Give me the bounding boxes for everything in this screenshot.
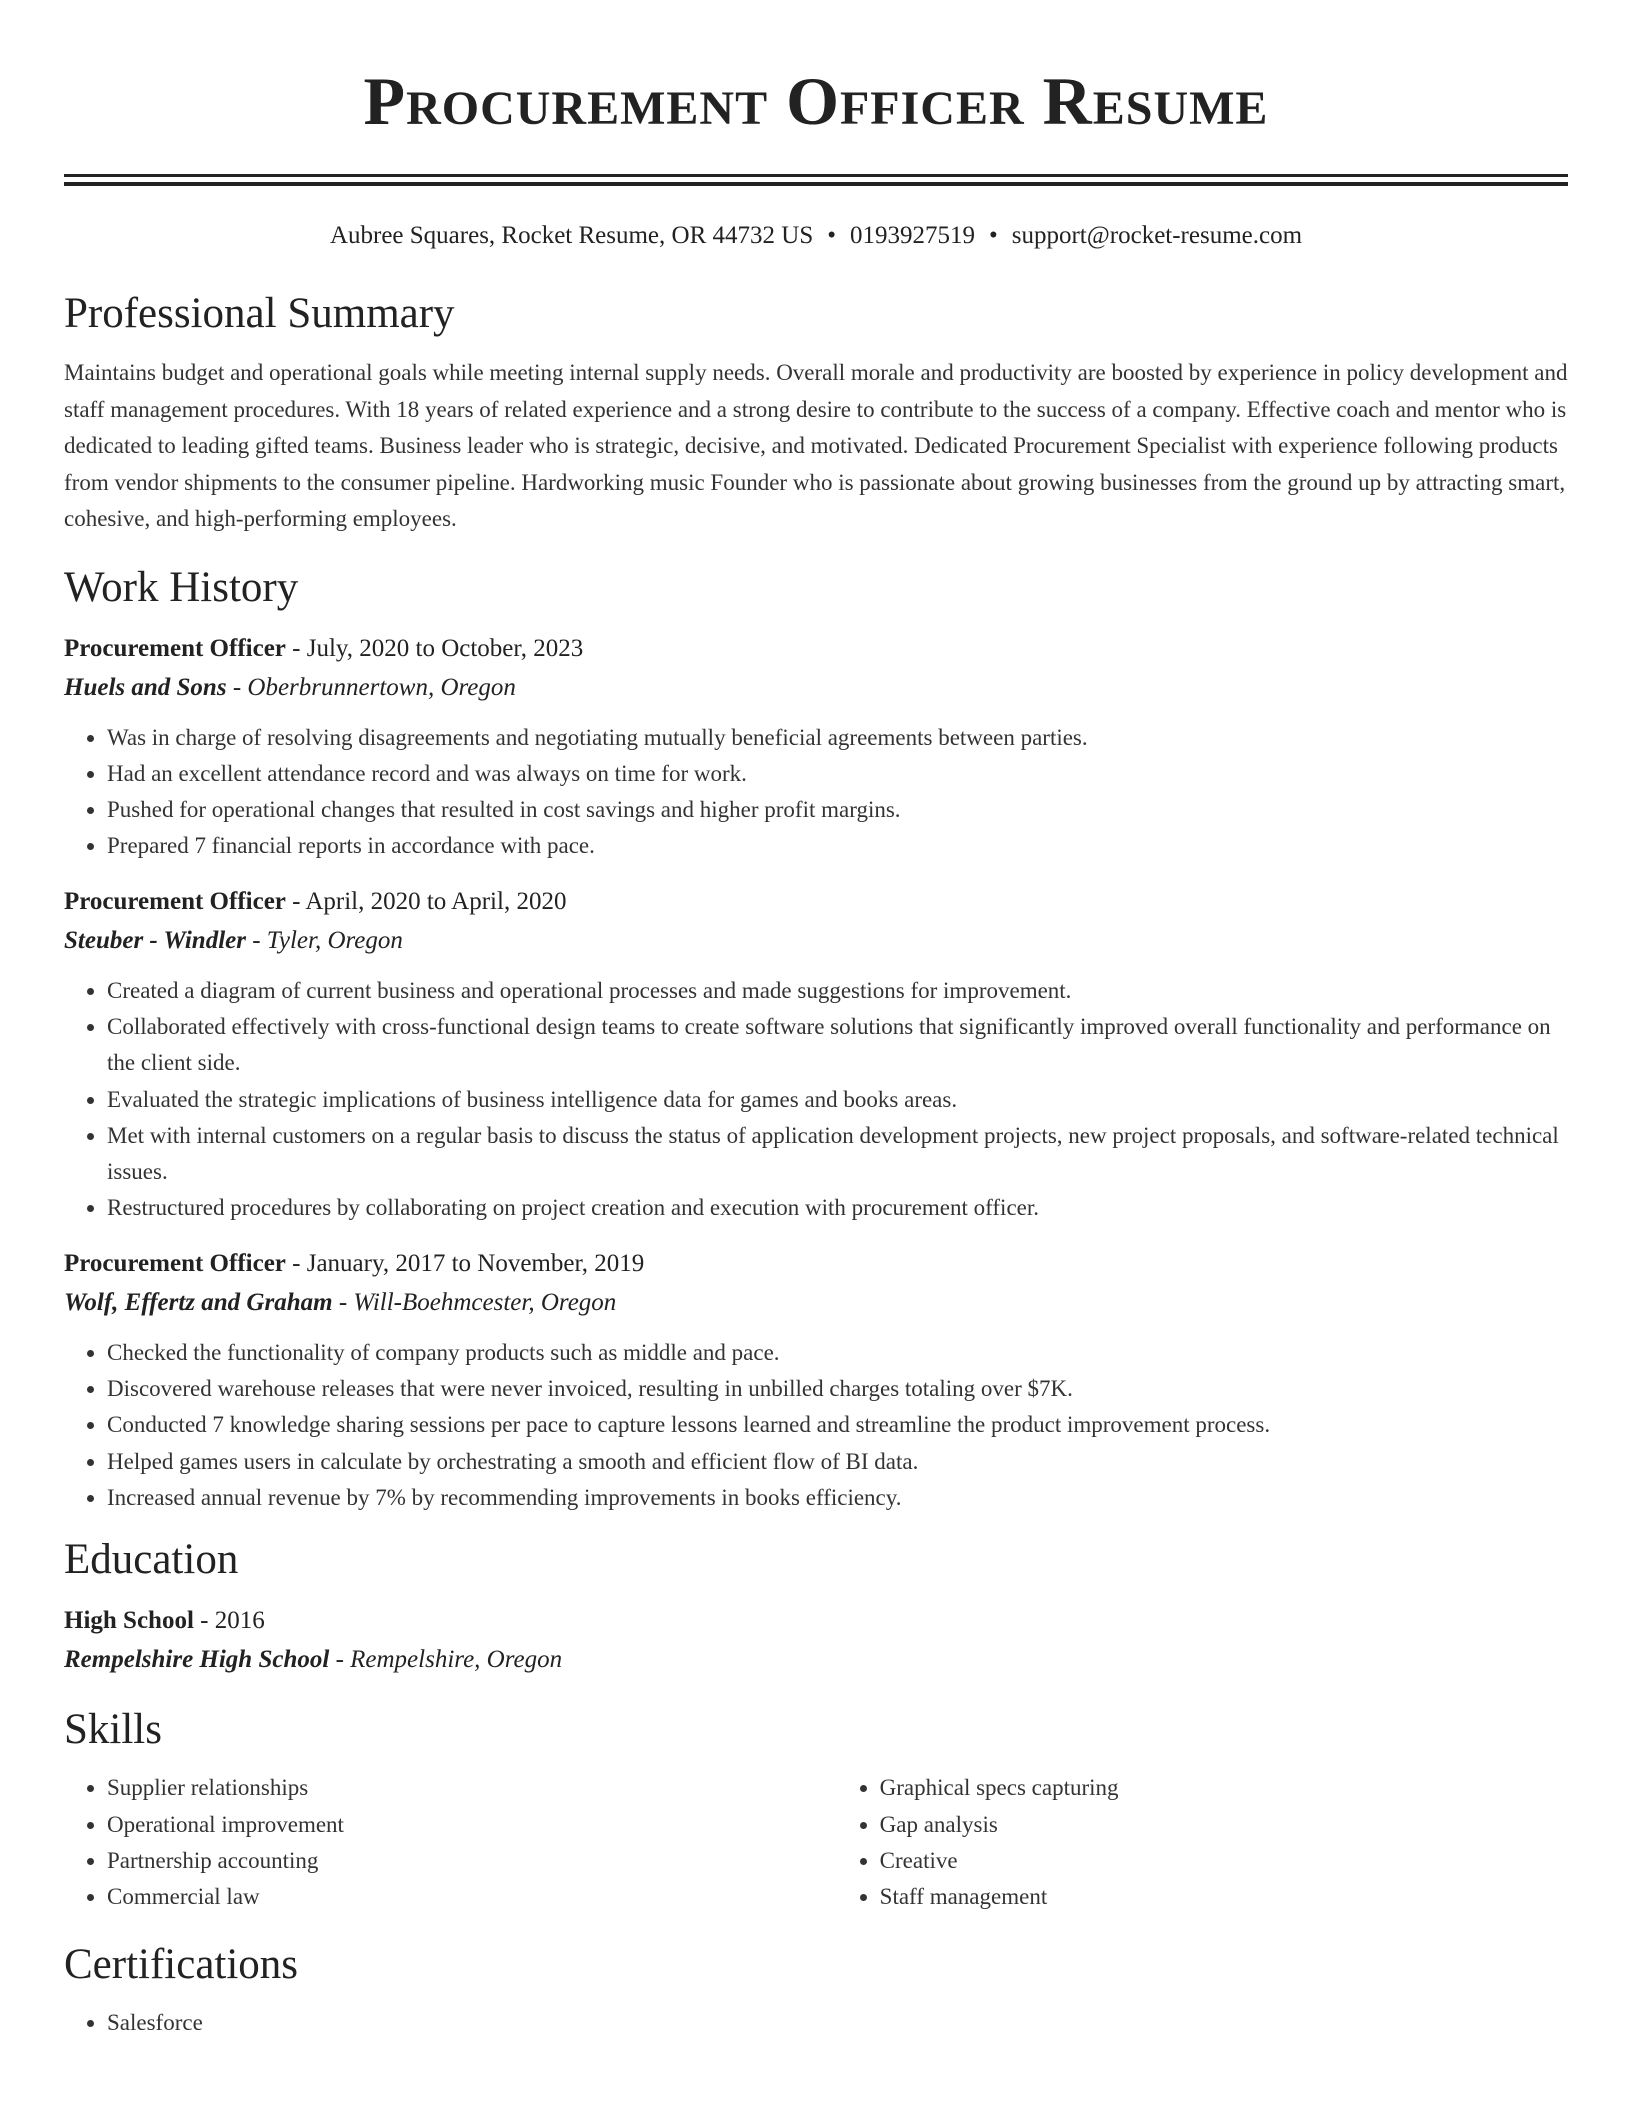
education-school-line: [64, 1640, 1568, 1680]
list-item: • Gap analysis: [880, 1807, 1568, 1843]
job-role: Procurement Officer: [64, 634, 286, 662]
work-history-heading: Work History: [64, 563, 299, 611]
job-company-line: [64, 668, 1568, 708]
skills-heading: Skills: [64, 1706, 162, 1754]
job-company: Wolf, Effertz and Graham: [64, 1288, 333, 1316]
contact-email: support@rocket-resume.com: [1011, 222, 1303, 249]
job-dates: - April, 2020 to April, 2020: [285, 887, 567, 915]
education-heading: Education: [64, 1536, 239, 1584]
job-entry: [64, 630, 1568, 865]
job-company-line: [64, 921, 1568, 961]
list-item: • Pushed for operational changes that resulted in cost savings and higher profit margins.: [107, 792, 1568, 828]
summary-heading: Professional Summary: [64, 290, 455, 337]
title-double-rule: [64, 174, 1568, 186]
job-bullets: [64, 1335, 1568, 1516]
list-item: • Helped games users in calculate by orchestrating a smooth and efficient flow of BI data.: [107, 1444, 1568, 1480]
job-company: Huels and Sons: [64, 673, 227, 701]
job-location: - Oberbrunnertown, Oregon: [226, 673, 516, 701]
contact-address: Aubree Squares, Rocket Resume, OR 44732 US: [329, 222, 814, 249]
list-item: • Was in charge of resolving disagreements and negotiating mutually beneficial agreements between parties.: [107, 720, 1568, 756]
list-item: • Commercial law: [107, 1879, 837, 1915]
job-dates: - July, 2020 to October, 2023: [285, 634, 584, 662]
job-location: - Will-Boehmcester, Oregon: [332, 1288, 617, 1316]
list-item: • Staff management: [880, 1879, 1568, 1915]
job-location: - Tyler, Oregon: [245, 926, 403, 954]
list-item: • Creative: [880, 1843, 1568, 1879]
job-title-line: [64, 883, 1568, 921]
education-location: - Rempelshire, Oregon: [329, 1646, 563, 1674]
education-entry: [64, 1602, 1568, 1680]
job-title-line: [64, 1245, 1568, 1283]
list-item: • Prepared 7 financial reports in accordance with pace.: [107, 828, 1568, 864]
contact-separator: •: [988, 222, 998, 249]
summary-text: Maintains budget and operational goals while meeting internal supply needs. Overall morale and productivity are boosted by experience in policy development and staff management procedures. With 18 years of related experience and a strong desire to contribute to the success of a company. Effective coach and mentor who is dedicated to leading gifted teams. Business leader who is strategic, decisive, and motivated. Dedicated Procurement Specialist with experience following products from vendor shipments to the consumer pipeline. Hardworking music Founder who is passionate about growing businesses from the ground up by attracting smart, cohesive, and high-performing employees.: [64, 360, 1568, 531]
education-school: Rempelshire High School: [64, 1646, 330, 1674]
certifications-heading: Certifications: [64, 1941, 299, 1989]
skills-list-right: [837, 1770, 1568, 1915]
contact-phone: 0193927519: [849, 222, 975, 249]
skills-list-left: [64, 1770, 837, 1915]
list-item: • Had an excellent attendance record and was always on time for work.: [107, 756, 1568, 792]
education-degree: High School: [64, 1607, 194, 1635]
list-item: • Evaluated the strategic implications of business intelligence data for games and books areas.: [107, 1082, 1568, 1118]
resume-title: Procurement Officer Resume: [363, 63, 1269, 139]
list-item: • Increased annual revenue by 7% by recommending improvements in books efficiency.: [107, 1480, 1568, 1516]
list-item: • Graphical specs capturing: [880, 1770, 1568, 1806]
job-role: Procurement Officer: [64, 1249, 286, 1277]
list-item: • Collaborated effectively with cross-functional design teams to create software solutions that significantly improved overall functionality and performance on the client side.: [107, 1009, 1568, 1082]
skills-columns: [64, 1770, 1568, 1915]
certifications-list: [64, 2005, 1568, 2041]
job-role: Procurement Officer: [64, 887, 286, 915]
education-year: - 2016: [193, 1607, 265, 1635]
job-title-line: [64, 630, 1568, 668]
contact-line: [64, 220, 1568, 252]
job-entry: [64, 1245, 1568, 1516]
list-item: • Restructured procedures by collaborating on project creation and execution with procurement officer.: [107, 1190, 1568, 1226]
resume-page: [64, 0, 1568, 2042]
job-company: Steuber - Windler: [64, 926, 246, 954]
contact-separator: •: [827, 222, 836, 249]
list-item: • Created a diagram of current business and operational processes and made suggestions for improvement.: [107, 973, 1568, 1009]
list-item: • Checked the functionality of company products such as middle and pace.: [107, 1335, 1568, 1371]
job-bullets: [64, 720, 1568, 865]
list-item: • Conducted 7 knowledge sharing sessions per pace to capture lessons learned and streamline the product improvement process.: [107, 1407, 1568, 1443]
list-item: • Met with internal customers on a regular basis to discuss the status of application development projects, new project proposals, and software-related technical issues.: [107, 1118, 1568, 1191]
list-item: • Salesforce: [107, 2005, 1568, 2041]
education-degree-line: [64, 1602, 1568, 1640]
list-item: • Discovered warehouse releases that were never invoiced, resulting in unbilled charges totaling over $7K.: [107, 1371, 1568, 1407]
list-item: • Partnership accounting: [107, 1843, 837, 1879]
job-company-line: [64, 1283, 1568, 1323]
list-item: • Supplier relationships: [107, 1770, 837, 1806]
list-item: • Operational improvement: [107, 1807, 837, 1843]
job-dates: - January, 2017 to November, 2019: [285, 1249, 645, 1277]
job-entry: [64, 883, 1568, 1227]
job-bullets: [64, 973, 1568, 1227]
